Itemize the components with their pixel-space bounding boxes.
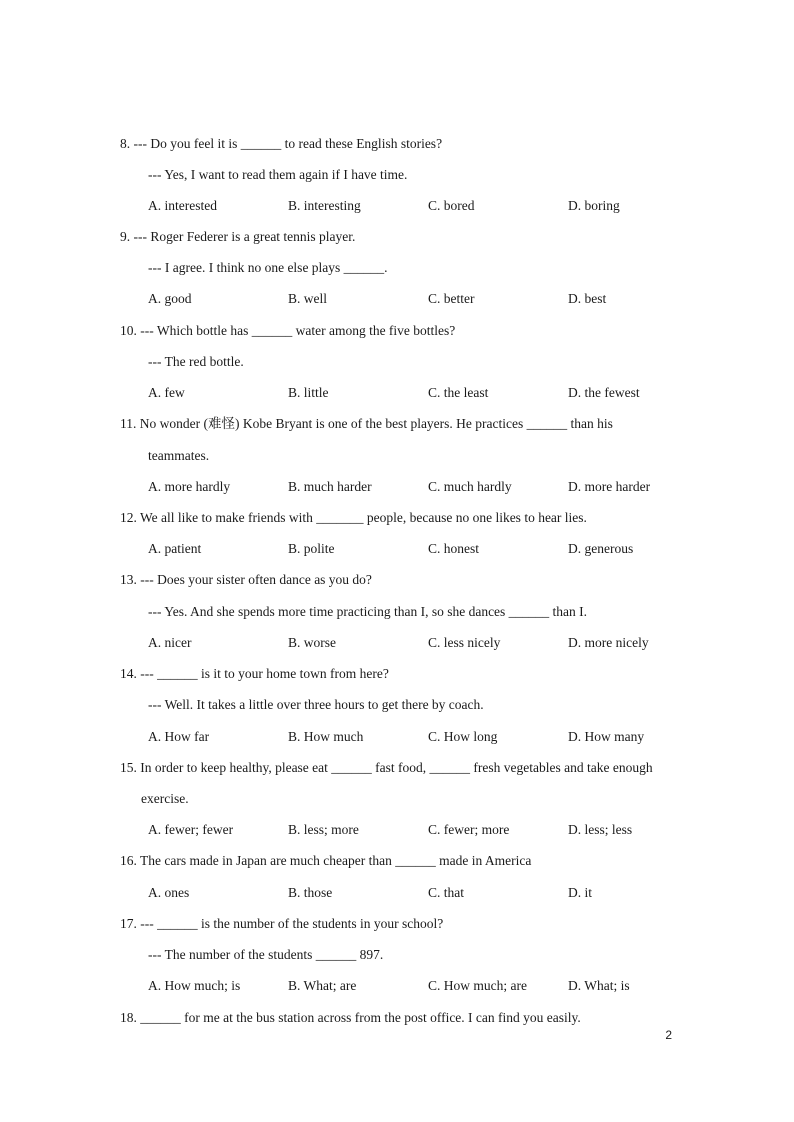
- q8-reply: --- Yes, I want to read them again if I have time.: [148, 167, 408, 182]
- q11-option-b: B. much harder: [288, 479, 372, 494]
- q9-option-c: C. better: [428, 291, 475, 306]
- q16-option-d: D. it: [568, 885, 593, 900]
- q9-option-a: A. good: [148, 291, 192, 306]
- q9-reply: --- I agree. I think no one else plays ______.: [148, 260, 388, 275]
- q16-option-c: C. that: [428, 885, 464, 900]
- q8-option-d: D. boring: [568, 198, 620, 213]
- q10-stem: 10. --- Which bottle has ______ water among the five bottles?: [120, 323, 456, 338]
- q8-stem: 8. --- Do you feel it is ______ to read these English stories?: [120, 136, 443, 151]
- q14-reply: --- Well. It takes a little over three hours to get there by coach.: [148, 697, 484, 712]
- q16-stem: 16. The cars made in Japan are much cheaper than ______ made in America: [120, 853, 532, 868]
- q13-option-d: D. more nicely: [568, 635, 649, 650]
- q16-option-a: A. ones: [148, 885, 190, 900]
- q10-option-c: C. the least: [428, 385, 489, 400]
- q9-option-b: B. well: [288, 291, 327, 306]
- q17-option-d: D. What; is: [568, 978, 630, 993]
- q17-reply: --- The number of the students ______ 897.: [148, 947, 384, 962]
- q14-stem: 14. --- ______ is it to your home town from here?: [120, 666, 389, 681]
- q11-option-a: A. more hardly: [148, 479, 231, 494]
- q17-option-b: B. What; are: [288, 978, 357, 993]
- q12-option-a: A. patient: [148, 541, 202, 556]
- q11-stem-continued: teammates.: [148, 448, 210, 463]
- q10-reply: --- The red bottle.: [148, 354, 244, 369]
- q14-option-d: D. How many: [568, 729, 645, 744]
- q18-stem: 18. ______ for me at the bus station across from the post office. I can find you easily.: [120, 1010, 581, 1025]
- q14-option-c: C. How long: [428, 729, 498, 744]
- q15-stem: 15. In order to keep healthy, please eat ______ fast food, ______ fresh vegetables and take enough: [120, 760, 653, 775]
- q17-stem: 17. --- ______ is the number of the students in your school?: [120, 916, 444, 931]
- q10-option-a: A. few: [148, 385, 185, 400]
- q9-stem: 9. --- Roger Federer is a great tennis player.: [120, 229, 356, 244]
- page-number: 2: [665, 1028, 672, 1042]
- q13-option-a: A. nicer: [148, 635, 192, 650]
- q12-option-d: D. generous: [568, 541, 634, 556]
- q8-option-a: A. interested: [148, 198, 217, 213]
- q13-reply: --- Yes. And she spends more time practicing than I, so she dances ______ than I.: [148, 604, 588, 619]
- q15-option-b: B. less; more: [288, 822, 359, 837]
- q10-option-d: D. the fewest: [568, 385, 640, 400]
- q17-option-c: C. How much; are: [428, 978, 527, 993]
- q15-option-c: C. fewer; more: [428, 822, 510, 837]
- q10-option-b: B. little: [288, 385, 329, 400]
- q12-option-b: B. polite: [288, 541, 335, 556]
- q12-option-c: C. honest: [428, 541, 480, 556]
- q12-stem: 12. We all like to make friends with _______ people, because no one likes to hear lies.: [120, 510, 587, 525]
- q17-option-a: A. How much; is: [148, 978, 241, 993]
- q8-option-b: B. interesting: [288, 198, 361, 213]
- q13-option-c: C. less nicely: [428, 635, 501, 650]
- q13-stem: 13. --- Does your sister often dance as you do?: [120, 572, 372, 587]
- q11-option-d: D. more harder: [568, 479, 651, 494]
- q11-stem: 11. No wonder (难怪) Kobe Bryant is one of the best players. He practices ______ than his: [120, 416, 613, 431]
- q16-option-b: B. those: [288, 885, 333, 900]
- q15-option-d: D. less; less: [568, 822, 633, 837]
- q11-option-c: C. much hardly: [428, 479, 512, 494]
- q9-option-d: D. best: [568, 291, 607, 306]
- q8-option-c: C. bored: [428, 198, 475, 213]
- q15-option-a: A. fewer; fewer: [148, 822, 234, 837]
- q14-option-a: A. How far: [148, 729, 210, 744]
- q15-stem-continued: exercise.: [141, 791, 189, 806]
- q14-option-b: B. How much: [288, 729, 364, 744]
- q13-option-b: B. worse: [288, 635, 336, 650]
